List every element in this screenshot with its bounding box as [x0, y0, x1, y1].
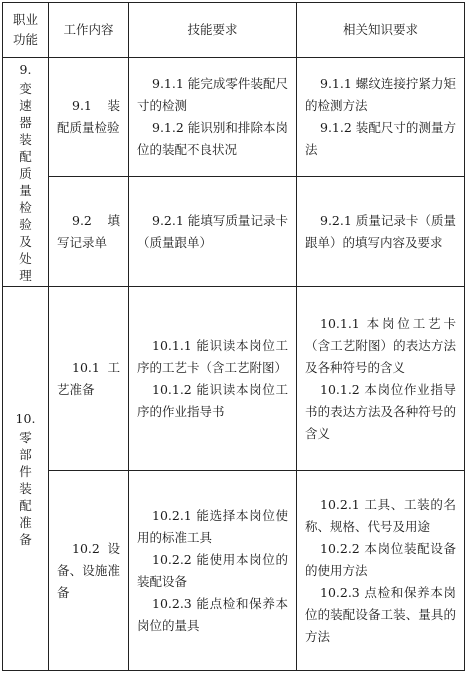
table-row: [3, 287, 465, 471]
function-number: 10.: [15, 411, 36, 426]
knowledge-item: 10.2.3 点检和保养本岗位的装配设备工装、量具的方法: [305, 584, 456, 644]
header-knowledge: 相关知识要求: [297, 3, 465, 58]
skills-cell: [129, 287, 297, 471]
function-cell: [3, 58, 49, 287]
content-cell: [49, 58, 129, 177]
table-row: [3, 58, 465, 177]
skill-item: 10.2.3 能点检和保养本岗位的量具: [137, 595, 288, 633]
skill-item: 10.1.2 能识读本岗位工序的作业指导书: [137, 381, 288, 419]
function-name: 零 部 件 装 配 准 备: [19, 430, 32, 547]
knowledge-item: 10.1.2 本岗位作业指导书的表达方法及各种符号的含义: [305, 381, 456, 441]
knowledge-item: 10.1.1 本岗位工艺卡（含工艺附图）的表达方法及各种符号的含义: [305, 315, 456, 375]
table-row: [3, 471, 465, 671]
header-function: 职业 功能: [3, 3, 49, 58]
header-content: 工作内容: [49, 3, 129, 58]
knowledge-item: 10.2.1 工具、工装的名称、规格、代号及用途: [305, 496, 456, 534]
table-header-row: [3, 3, 465, 58]
header-skills: 技能要求: [129, 3, 297, 58]
knowledge-cell: [297, 287, 465, 471]
skill-item: 9.1.2 能识别和排除本岗位的装配不良状况: [137, 120, 288, 157]
skill-item: 9.2.1 能填写质量记录卡（质量跟单）: [137, 212, 288, 250]
skill-item: 9.1.1 能完成零件装配尺寸的检测: [137, 76, 288, 113]
knowledge-item: 10.2.2 本岗位装配设备的使用方法: [305, 540, 456, 578]
skill-item: 10.1.1 能识读本岗位工序的工艺卡（含工艺附图）: [137, 337, 288, 375]
skills-cell: [129, 177, 297, 287]
knowledge-cell: [297, 58, 465, 177]
skills-standard-table: [2, 2, 465, 671]
content-text: 9.2 填写记录单: [57, 212, 120, 250]
content-cell: [49, 287, 129, 471]
knowledge-cell: [297, 471, 465, 671]
function-name: 变 速 器 装 配 质 量 检 验 及 处 理: [19, 81, 32, 283]
skill-item: 10.2.2 能使用本岗位的装配设备: [137, 551, 288, 589]
function-cell: [3, 287, 49, 671]
content-text: 10.2 设备、设施准备: [57, 540, 120, 600]
skill-item: 10.2.1 能选择本岗位使用的标准工具: [137, 507, 288, 545]
content-cell: [49, 471, 129, 671]
content-text: 9.1 装配质量检验: [57, 98, 120, 135]
knowledge-item: 9.1.1 螺纹连接拧紧力矩的检测方法: [305, 76, 456, 113]
function-number: 9.: [19, 62, 32, 77]
skills-cell: [129, 58, 297, 177]
knowledge-item: 9.1.2 装配尺寸的测量方法: [305, 120, 456, 157]
content-text: 10.1 工艺准备: [57, 359, 120, 397]
knowledge-cell: [297, 177, 465, 287]
content-cell: [49, 177, 129, 287]
table-row: [3, 177, 465, 287]
skills-cell: [129, 471, 297, 671]
knowledge-item: 9.2.1 质量记录卡（质量跟单）的填写内容及要求: [305, 212, 456, 250]
